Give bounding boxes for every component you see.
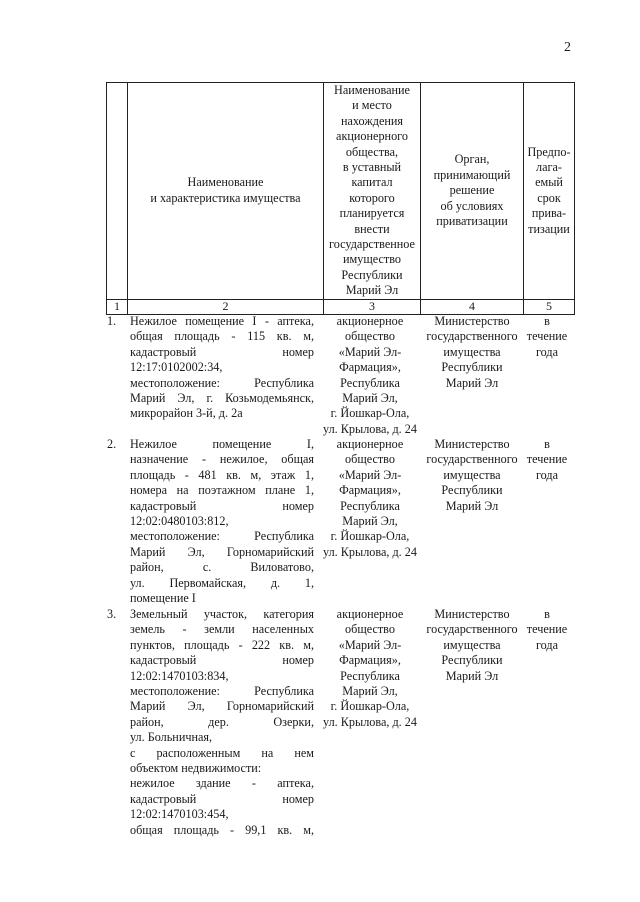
desc-line: 12:02:1470103:454, (130, 807, 229, 822)
desc-line: кадастровый номер (130, 653, 314, 668)
company-line: ул. Крылова, д. 24 (323, 544, 417, 559)
term-line: течение (526, 329, 568, 344)
header-text: решение (449, 183, 495, 198)
company-line: Марий Эл, (342, 684, 398, 699)
privatization-term (522, 314, 572, 360)
company-line: Фармация», (339, 483, 401, 498)
row-number: 3. (107, 607, 117, 621)
desc-line: район, с. Виловатово, (130, 560, 314, 575)
company-line: Фармация», (339, 653, 401, 668)
organ-line: Республики (441, 483, 503, 498)
desc-line: с расположенным на нем (130, 745, 314, 760)
desc-line: ул. Больничная, (130, 730, 213, 745)
header-col2 (128, 83, 324, 300)
desc-line: 12:02:0480103:812, (130, 514, 229, 529)
organ-line: имущества (443, 467, 501, 482)
term-line: в (544, 437, 550, 451)
header-text: прива- (531, 206, 567, 221)
company-line: общество (345, 622, 395, 637)
desc-line: площадь - 481 кв. м, этаж 1, (130, 467, 314, 482)
header-text: лага- (536, 160, 562, 175)
term-line: года (535, 344, 559, 359)
company-line: ул. Крылова, д. 24 (323, 421, 417, 436)
term-line: года (535, 467, 559, 482)
company-line: «Марий Эл- (338, 344, 402, 359)
row-number: 1. (107, 314, 117, 328)
property-description (130, 607, 314, 838)
organ-line: Республики (441, 360, 503, 375)
header-text: приватизации (436, 213, 508, 228)
decision-organ (422, 437, 522, 514)
desc-line: помещение I (130, 591, 196, 606)
header-text: акционерного (336, 129, 408, 144)
desc-line: земель - земли населенных (130, 622, 314, 637)
header-text: общества, (345, 144, 399, 159)
desc-line: район, дер. Озерки, (130, 714, 314, 729)
desc-line: кадастровый номер (130, 498, 314, 513)
desc-line: кадастровый номер (130, 344, 314, 359)
company-line: Фармация», (339, 360, 401, 375)
company (315, 437, 425, 560)
term-line: в (544, 607, 550, 621)
row-number: 2. (107, 437, 117, 451)
company (315, 314, 425, 437)
header-text: срок (537, 190, 561, 205)
desc-line: Марий Эл, г. Козьмодемьянск, (130, 391, 314, 406)
header-text: нахождения (340, 113, 404, 128)
organ-line: Марий Эл (445, 498, 499, 513)
decision-organ (422, 314, 522, 391)
header-text: об условиях (440, 198, 504, 213)
desc-line: пунктов, площадь - 222 кв. м, (130, 637, 314, 652)
desc-line: ул. Первомайская, д. 1, (130, 575, 314, 590)
header-text: принимающий (433, 167, 511, 182)
organ-line: Республики (441, 653, 503, 668)
company-line: Марий Эл, (342, 514, 398, 529)
header-text: в уставный (342, 160, 402, 175)
privatization-term (522, 607, 572, 653)
company-line: Республика (340, 375, 400, 390)
property-description (130, 437, 314, 606)
company-line: Республика (340, 668, 400, 683)
desc-line: Земельный участок, категория (130, 607, 314, 621)
organ-line: государственного (426, 452, 518, 467)
header-text: которого (349, 190, 395, 205)
company-line: акционерное (336, 437, 404, 451)
header-text: внести (354, 221, 390, 236)
company-line: акционерное (336, 607, 404, 621)
desc-line: Нежилое помещение I - аптека, (130, 314, 314, 328)
term-line: течение (526, 452, 568, 467)
company-line: г. Йошкар-Ола, (330, 529, 410, 544)
organ-line: имущества (443, 344, 501, 359)
organ-line: Марий Эл (445, 375, 499, 390)
desc-line: Марий Эл, Горномарийский (130, 544, 314, 559)
header-col1 (107, 83, 128, 300)
organ-line: Министерство (434, 314, 510, 328)
header-text: имущество (343, 252, 401, 267)
company-line: общество (345, 329, 395, 344)
company-line: «Марий Эл- (338, 637, 402, 652)
company-line: акционерное (336, 314, 404, 328)
term-line: в (544, 314, 550, 328)
desc-line: объектом недвижимости: (130, 761, 262, 776)
term-line: года (535, 637, 559, 652)
header-text: Марий Эл (345, 283, 399, 298)
header-text: и характеристика имущества (150, 190, 301, 205)
header-col3 (324, 83, 421, 300)
header-text: капитал (351, 175, 393, 190)
column-number: 5 (524, 299, 575, 314)
desc-line: 12:17:0102002:34, (130, 360, 223, 375)
header-text: Наименование (187, 175, 264, 190)
desc-line: нежилое здание - аптека, (130, 776, 314, 791)
desc-line: 12:02:1470103:834, (130, 668, 229, 683)
company-line: ул. Крылова, д. 24 (323, 714, 417, 729)
organ-line: Министерство (434, 607, 510, 621)
header-text: и место (352, 98, 392, 113)
company-line: Республика (340, 498, 400, 513)
privatization-term (522, 437, 572, 483)
organ-line: Министерство (434, 437, 510, 451)
header-text: Республики (341, 267, 403, 282)
decision-organ (422, 607, 522, 684)
header-text: планируется (339, 206, 405, 221)
header-col4 (421, 83, 524, 300)
desc-line: местоположение: Республика (130, 529, 314, 544)
organ-line: государственного (426, 329, 518, 344)
table-header (106, 82, 575, 315)
desc-line: общая площадь - 99,1 кв. м, (130, 822, 314, 837)
company-line: г. Йошкар-Ола, (330, 699, 410, 714)
company-line: общество (345, 452, 395, 467)
column-number: 3 (324, 299, 421, 314)
desc-line: общая площадь - 115 кв. м, (130, 329, 314, 344)
organ-line: Марий Эл (445, 668, 499, 683)
desc-line: назначение - нежилое, общая (130, 452, 314, 467)
header-text: тизации (528, 221, 570, 236)
company-line: «Марий Эл- (338, 467, 402, 482)
column-number: 2 (128, 299, 324, 314)
header-text: емый (535, 175, 563, 190)
desc-line: местоположение: Республика (130, 684, 314, 699)
desc-line: кадастровый номер (130, 791, 314, 806)
term-line: течение (526, 622, 568, 637)
header-text: государственное (329, 237, 415, 252)
property-description (130, 314, 314, 422)
company-line: Марий Эл, (342, 391, 398, 406)
desc-line: Нежилое помещение I, (130, 437, 314, 451)
desc-line: местоположение: Республика (130, 375, 314, 390)
header-text: Наименование (334, 83, 410, 97)
header-text: Орган, (454, 152, 490, 167)
desc-line: номера на поэтажном плане 1, (130, 483, 314, 498)
desc-line: Марий Эл, Горномарийский (130, 699, 314, 714)
header-text: Предпо- (527, 144, 571, 159)
column-number: 1 (107, 299, 128, 314)
page-number: 2 (564, 40, 571, 55)
company-line: г. Йошкар-Ола, (330, 406, 410, 421)
organ-line: государственного (426, 622, 518, 637)
company (315, 607, 425, 730)
column-number: 4 (421, 299, 524, 314)
desc-line: микрорайон 3-й, д. 2а (130, 406, 243, 421)
organ-line: имущества (443, 637, 501, 652)
header-col5 (524, 83, 575, 300)
